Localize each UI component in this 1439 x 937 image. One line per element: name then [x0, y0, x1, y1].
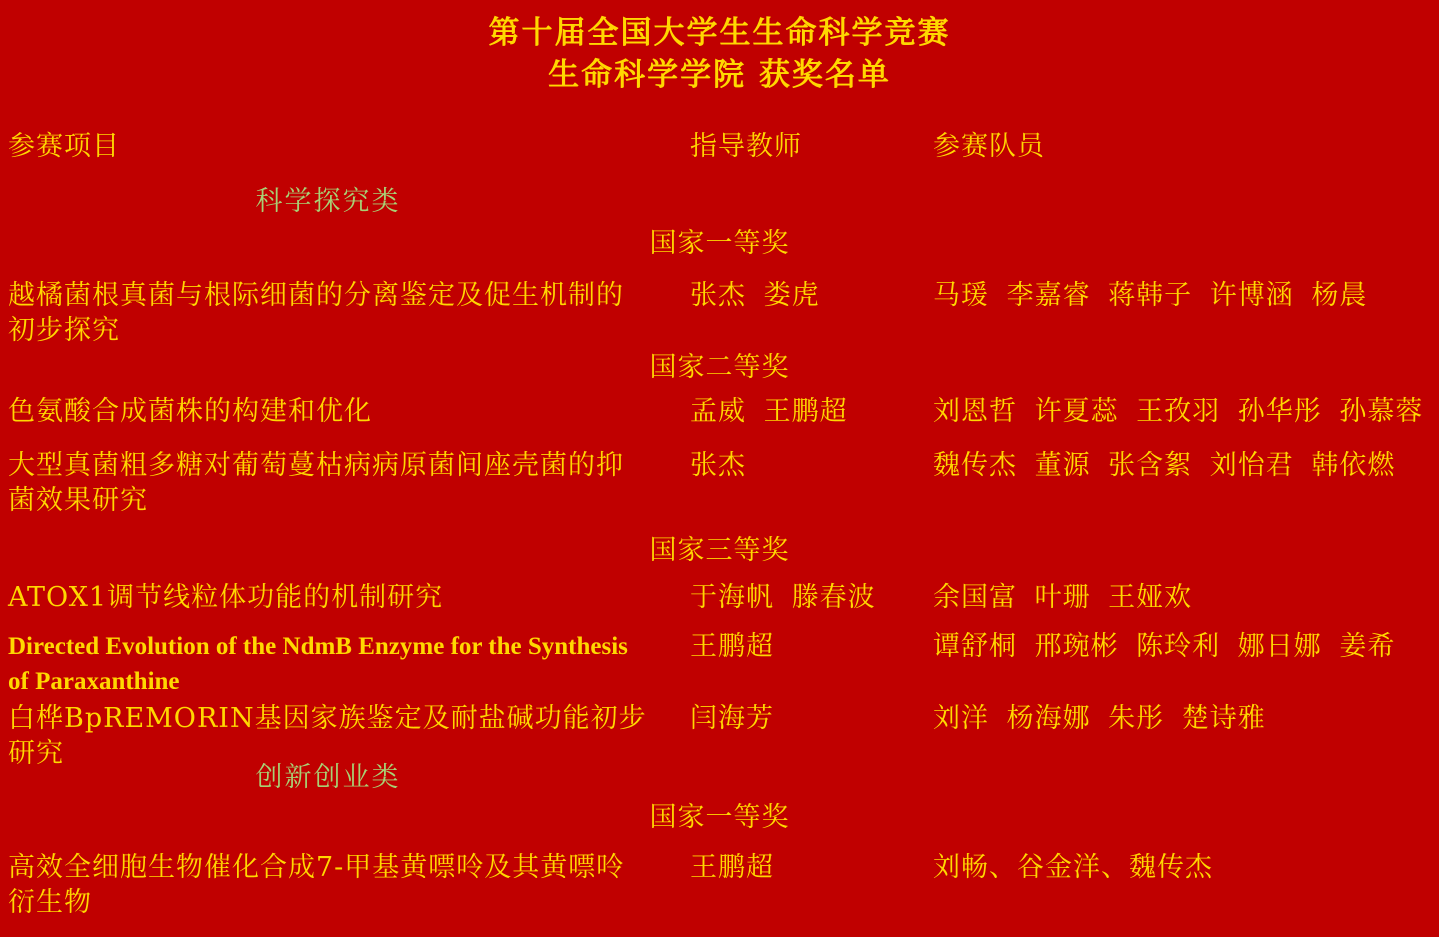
award-label-national-first: 国家一等奖	[649, 228, 790, 259]
project-cell: 大型真菌粗多糖对葡萄蔓枯病病原菌间座壳菌的抑菌效果研究	[8, 450, 624, 516]
teachers-cell: 张杰 娄虎	[690, 280, 820, 311]
award-label-national-first-innovation: 国家一等奖	[649, 802, 790, 833]
teachers-cell: 于海帆 滕春波	[690, 582, 876, 613]
project-cell: 色氨酸合成菌株的构建和优化	[8, 396, 372, 427]
award-label-national-second: 国家二等奖	[649, 352, 790, 383]
title-line1: 第十届全国大学生生命科学竞赛	[488, 15, 951, 51]
members-cell: 魏传杰 董源 张含絮 刘怡君 韩依燃	[933, 450, 1396, 481]
column-header-project: 参赛项目	[8, 131, 120, 162]
members-cell: 刘畅、谷金洋、魏传杰	[933, 852, 1213, 883]
project-cell: 白桦BpREMORIN基因家族鉴定及耐盐碱功能初步研究	[8, 703, 647, 769]
members-cell: 刘恩哲 许夏蕊 王孜羽 孙华彤 孙慕蓉	[933, 396, 1424, 427]
members-cell: 余国富 叶珊 王娅欢	[933, 582, 1193, 613]
column-header-members: 参赛队员	[933, 131, 1045, 162]
teachers-cell: 孟威 王鹏超	[690, 396, 848, 427]
members-cell: 刘洋 杨海娜 朱彤 楚诗雅	[933, 703, 1266, 734]
project-cell: Directed Evolution of the NdmB Enzyme for the Synthesis of Paraxanthine	[8, 633, 628, 695]
category-label-science: 科学探究类	[255, 186, 401, 217]
members-cell: 马瑗 李嘉睿 蒋韩子 许博涵 杨晨	[933, 280, 1368, 311]
project-cell: 高效全细胞生物催化合成7-甲基黄嘌呤及其黄嘌呤衍生物	[8, 852, 625, 918]
teachers-cell: 张杰	[690, 450, 746, 481]
column-header-teachers: 指导教师	[690, 131, 802, 162]
title-line2: 生命科学学院 获奖名单	[548, 57, 891, 93]
award-label-national-third: 国家三等奖	[649, 535, 790, 566]
teachers-cell: 王鹏超	[690, 631, 774, 662]
teachers-cell: 闫海芳	[690, 703, 774, 734]
members-cell: 谭舒桐 邢琬彬 陈玲利 娜日娜 姜希	[933, 631, 1396, 662]
project-cell: ATOX1调节线粒体功能的机制研究	[8, 582, 444, 613]
category-label-innovation: 创新创业类	[255, 762, 401, 793]
page-title	[0, 12, 1439, 96]
project-cell: 越橘菌根真菌与根际细菌的分离鉴定及促生机制的初步探究	[8, 280, 624, 346]
teachers-cell: 王鹏超	[690, 852, 774, 883]
